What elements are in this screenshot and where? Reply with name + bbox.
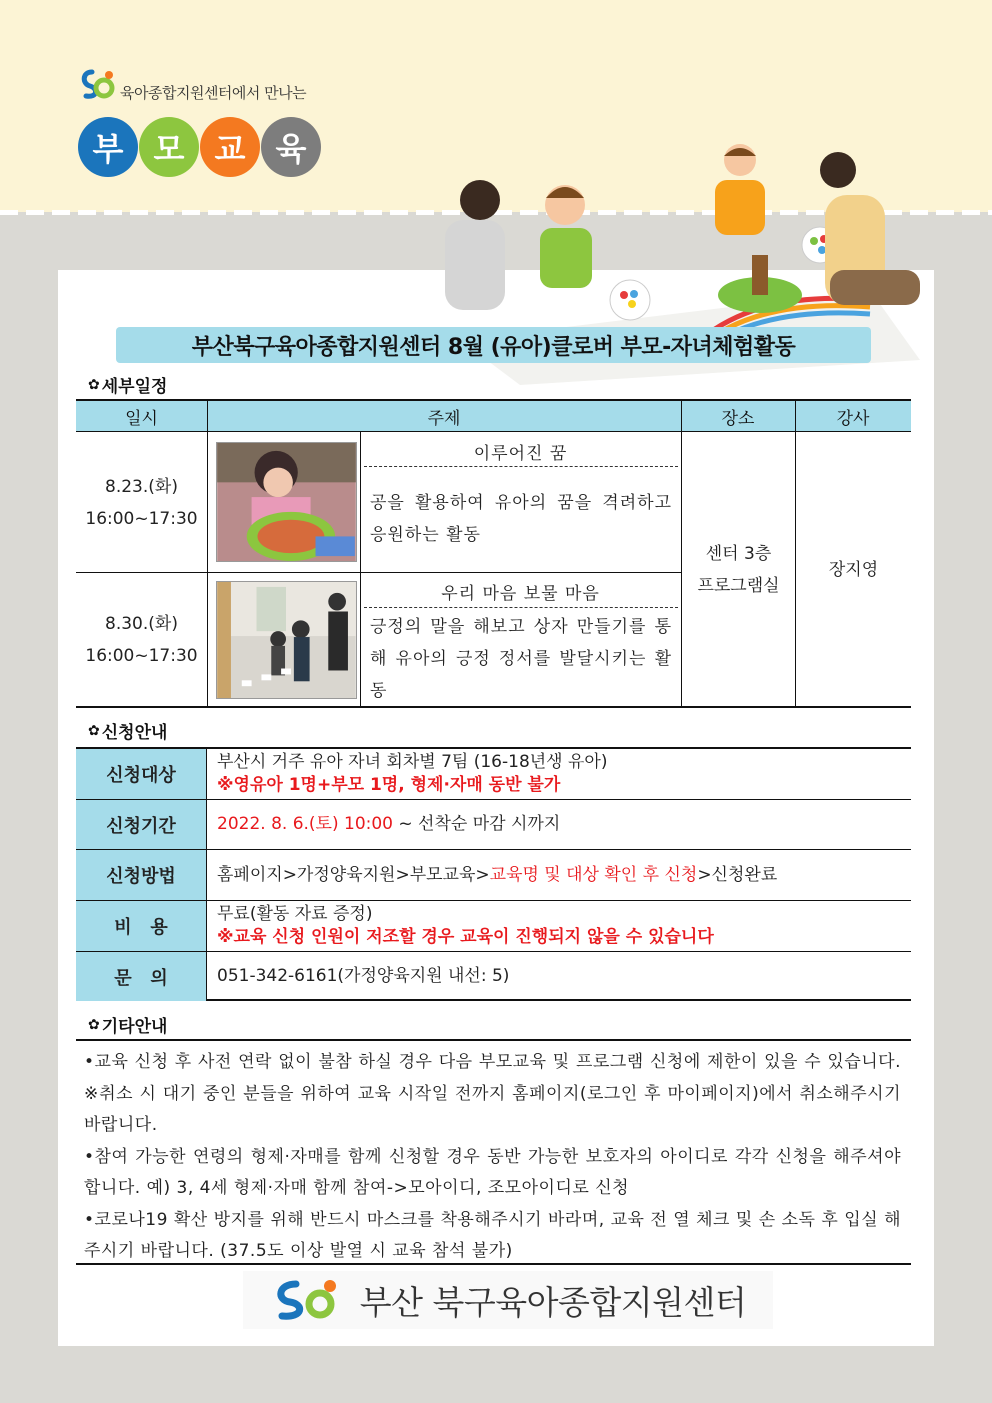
center-logo-icon bbox=[78, 64, 118, 104]
session-1-title: 이루어진 꿈 bbox=[473, 444, 568, 464]
header-subtitle: 육아종합지원센터에서 만나는 bbox=[120, 83, 307, 102]
etc-heading-text: 기타안내 bbox=[101, 1017, 168, 1037]
flower-icon: ✿ bbox=[88, 376, 100, 393]
fee-note: ※교육 신청 인원이 저조할 경우 교육이 진행되지 않을 수 있습니다 bbox=[217, 927, 714, 947]
session-2-photo bbox=[216, 581, 357, 699]
session-1-description: 공을 활용하여 유아의 꿈을 격려하고 응원하는 활동 bbox=[370, 493, 672, 545]
contact-label: 문 의 bbox=[76, 952, 207, 1001]
contact-value: 051-342-6161(가정양육지원 내선: 5) bbox=[217, 966, 510, 986]
etc-note-2: •참여 가능한 연령의 형제·자매를 함께 신청할 경우 동반 가능한 보호자의 아이디로 각각 신청을 해주셔야 합니다. 예) 3, 4세 형제·자매 함께 참여->모아이디, 조모아이디로 신청 bbox=[84, 1146, 901, 1198]
place-line-2: 프로그램실 bbox=[697, 576, 780, 596]
col-topic: 주제 bbox=[427, 409, 461, 429]
period-rest: ~ 선착순 마감 시까지 bbox=[393, 814, 561, 834]
place-line-1: 센터 3층 bbox=[705, 544, 772, 564]
target-note: ※영유아 1명+부모 1명, 형제·자매 동반 불가 bbox=[217, 775, 561, 795]
session-2-date: 8.30.(화) bbox=[105, 614, 178, 634]
session-2-time: 16:00~17:30 bbox=[85, 646, 198, 666]
footer-center-name: 부산 북구육아종합지원센터 bbox=[359, 1282, 747, 1322]
flower-icon: ✿ bbox=[88, 722, 100, 739]
apply-heading-text: 신청안내 bbox=[101, 723, 168, 743]
title-char-1: 부 bbox=[78, 117, 138, 177]
target-value: 부산시 거주 유아 자녀 회차별 7팀 (16-18년생 유아) bbox=[217, 752, 608, 772]
col-date: 일시 bbox=[125, 409, 158, 429]
method-path: 홈페이지>가정양육지원>부모교육> bbox=[217, 864, 490, 885]
period-start: 2022. 8. 6.(토) 10:00 bbox=[217, 814, 393, 834]
etc-note-1: •교육 신청 후 사전 연락 없이 불참 하실 경우 다음 부모교육 및 프로그램 신청에 제한이 있을 수 있습니다. ※취소 시 대기 중인 분들을 위하여 교육 시작일 전까지 홈페이지(로그인 후 마이페이지)에서 취소해주시기 바랍니다. bbox=[84, 1052, 901, 1135]
apply-row-target bbox=[76, 749, 911, 800]
apply-row-period bbox=[76, 800, 911, 850]
schedule-table bbox=[76, 399, 911, 708]
apply-row-fee bbox=[76, 901, 911, 952]
etc-heading bbox=[88, 1012, 167, 1037]
session-1-photo bbox=[216, 442, 357, 562]
session-2-datetime bbox=[76, 608, 207, 672]
period-label: 신청기간 bbox=[76, 800, 207, 849]
method-label: 신청방법 bbox=[76, 850, 207, 900]
target-label: 신청대상 bbox=[76, 749, 207, 799]
apply-heading bbox=[88, 718, 167, 743]
place-cell bbox=[682, 538, 795, 602]
center-logo-icon bbox=[270, 1276, 350, 1324]
schedule-heading-text: 세부일정 bbox=[101, 377, 168, 397]
apply-table bbox=[76, 747, 911, 1001]
apply-row-method bbox=[76, 850, 911, 901]
col-place: 장소 bbox=[721, 409, 755, 429]
footer-logo bbox=[243, 1271, 773, 1329]
session-1-date: 8.23.(화) bbox=[105, 477, 178, 497]
method-complete: >신청완료 bbox=[697, 864, 778, 885]
session-1-time: 16:00~17:30 bbox=[85, 509, 198, 529]
title-char-2: 모 bbox=[139, 117, 199, 177]
session-2-title: 우리 마음 보물 마음 bbox=[441, 584, 600, 604]
lecturer-cell: 장지영 bbox=[828, 560, 879, 580]
program-banner: 부산북구육아종합지원센터 8월 (유아)클로버 부모-자녀체험활동 bbox=[116, 327, 871, 363]
title-circles bbox=[78, 117, 322, 177]
etc-notes bbox=[76, 1039, 911, 1265]
fee-value: 무료(활동 자료 증정) bbox=[217, 904, 373, 924]
header-subtitle-row bbox=[78, 64, 306, 104]
session-1-datetime bbox=[76, 471, 207, 535]
etc-note-3: •코로나19 확산 방지를 위해 반드시 마스크를 착용해주시기 바라며, 교육 전 열 체크 및 손 소독 후 입실 해주시기 바랍니다. (37.5도 이상 발열 시 교육 참석 불가) bbox=[84, 1209, 901, 1261]
session-2-description: 긍정의 말을 해보고 상자 만들기를 통해 유아의 긍정 정서를 발달시키는 활동 bbox=[370, 617, 672, 701]
method-highlight: 교육명 및 대상 확인 후 신청 bbox=[489, 864, 698, 885]
flower-icon: ✿ bbox=[88, 1016, 100, 1033]
col-lecturer: 강사 bbox=[836, 409, 870, 429]
title-char-3: 교 bbox=[200, 117, 260, 177]
apply-row-contact bbox=[76, 952, 911, 1001]
schedule-heading bbox=[88, 372, 167, 397]
title-char-4: 육 bbox=[261, 117, 321, 177]
fee-label: 비 용 bbox=[76, 901, 207, 951]
